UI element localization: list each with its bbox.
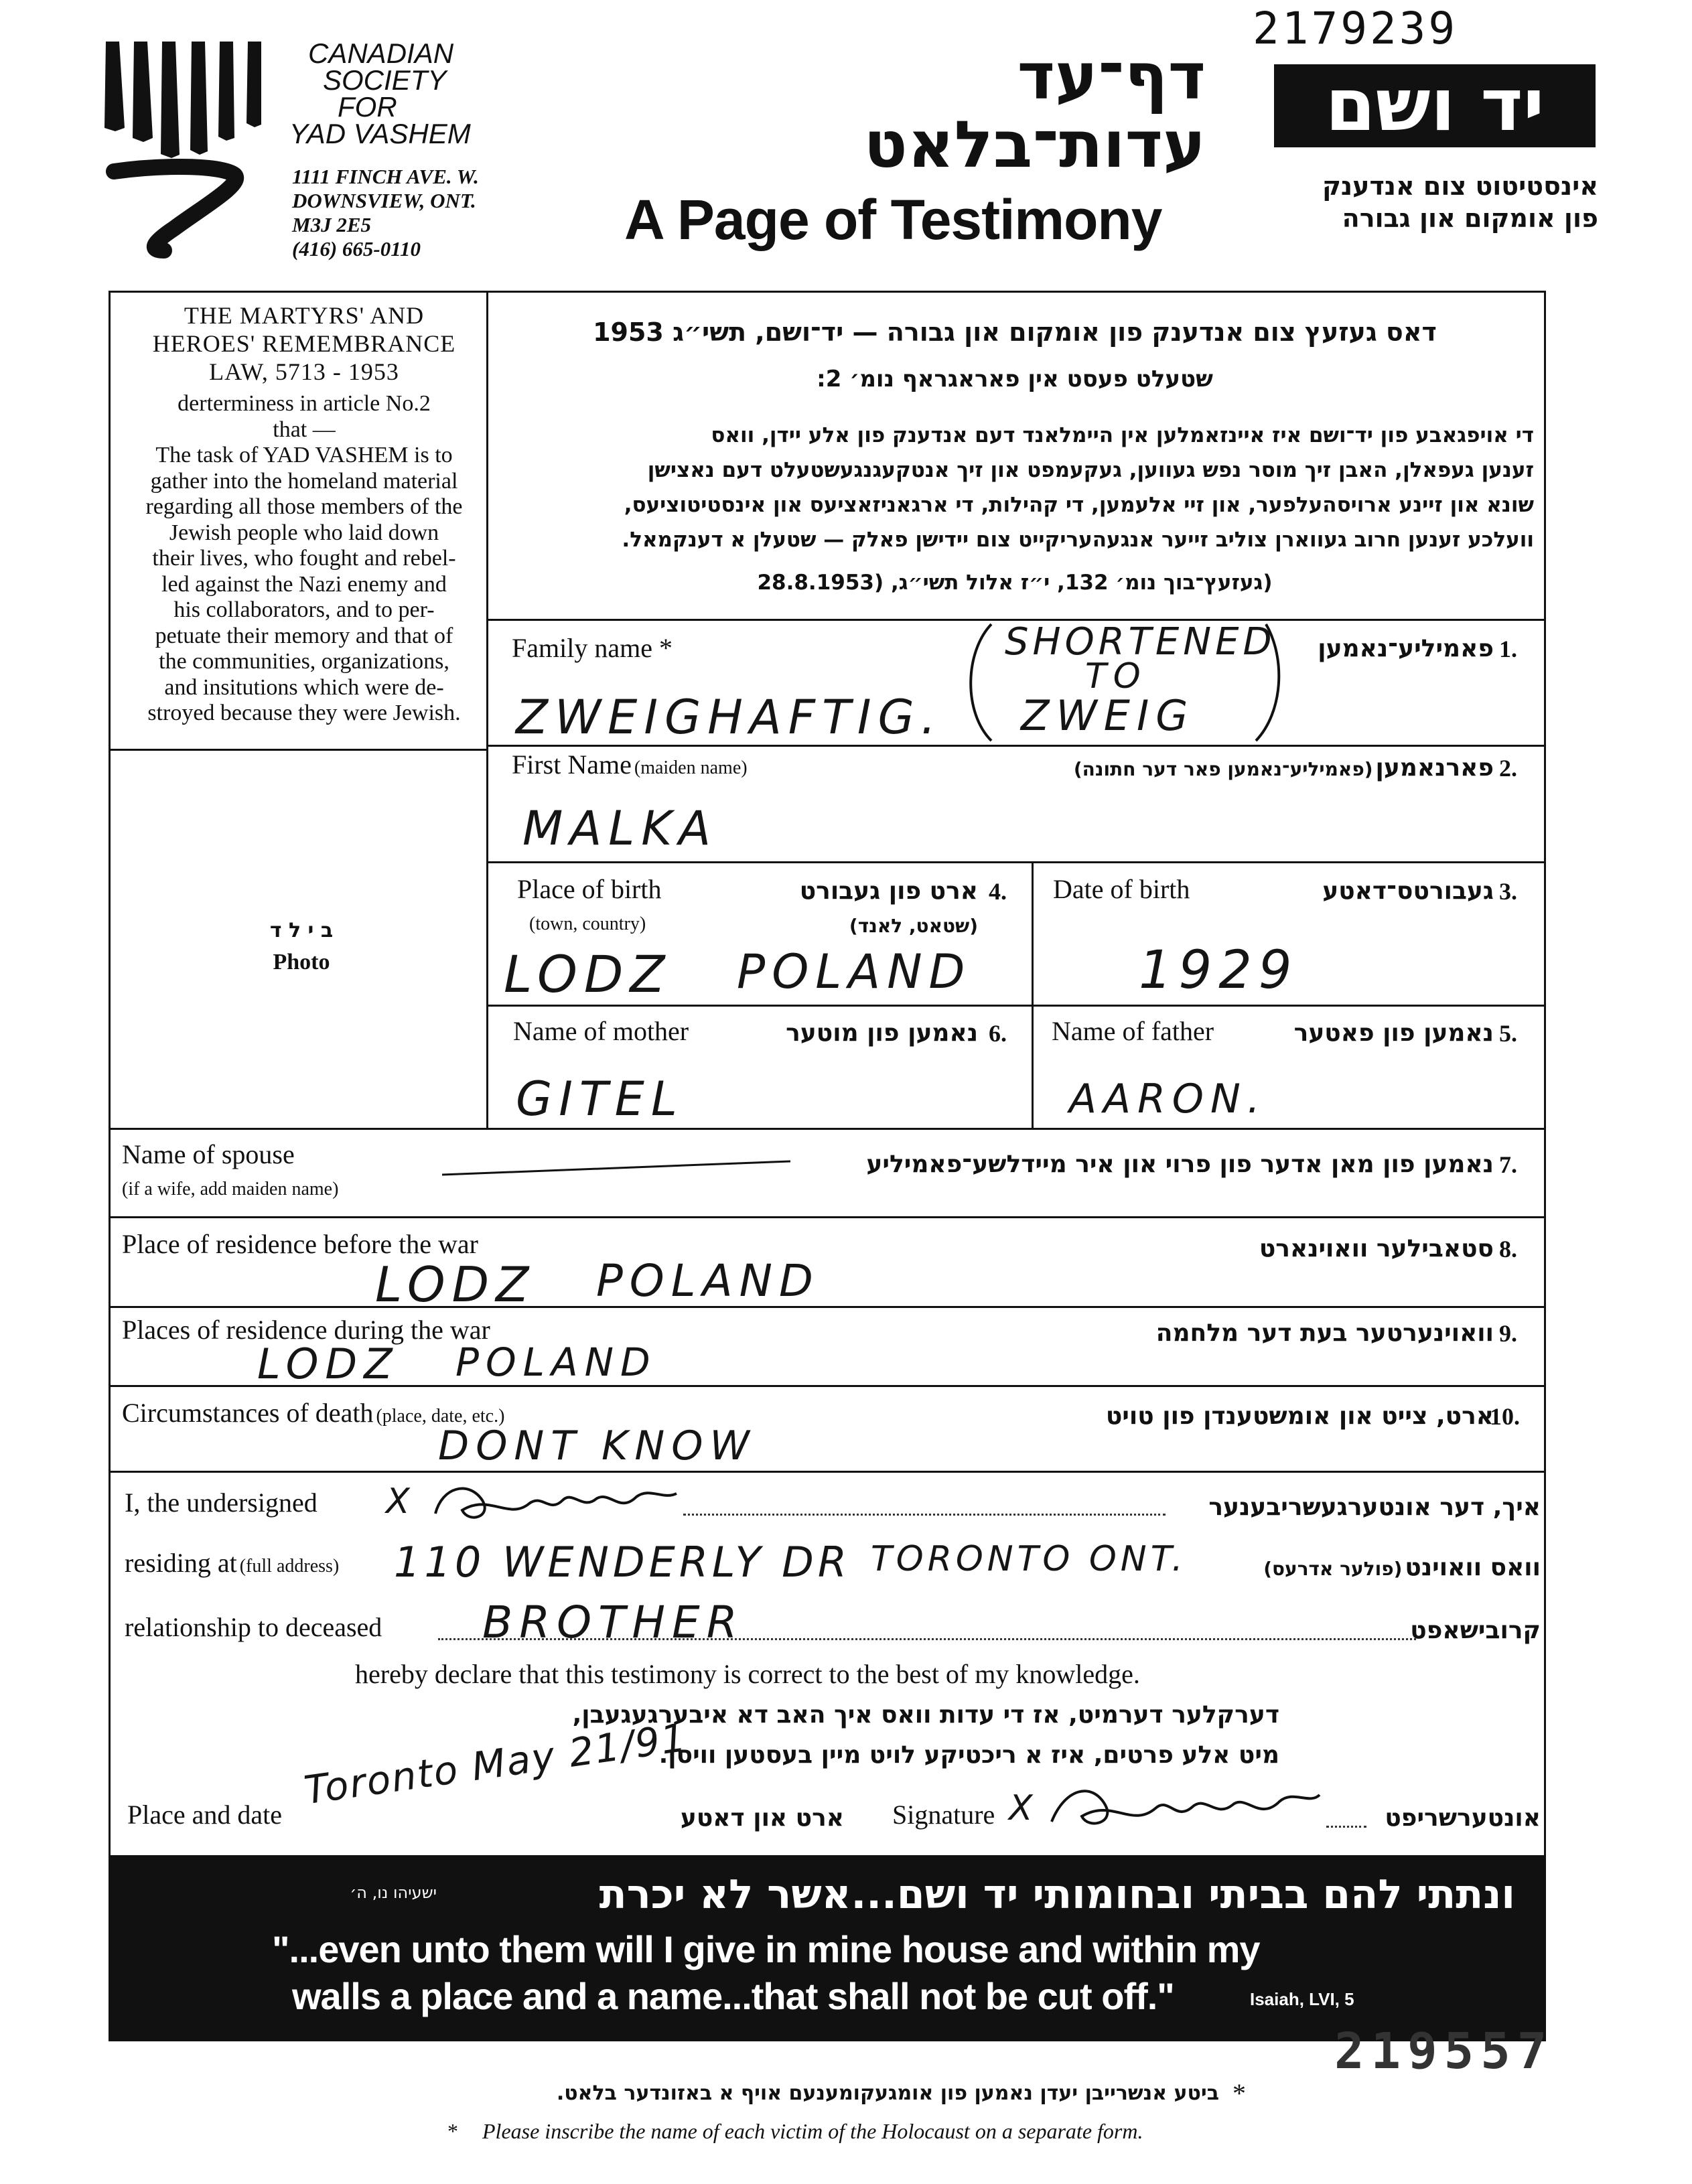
first-name-label	[512, 749, 748, 780]
spouse-label: Name of spouse	[122, 1139, 295, 1169]
society-address	[292, 165, 479, 261]
law-box-bottom	[109, 749, 486, 751]
form-top-border	[109, 291, 1546, 293]
law-line: gather into the homeland material	[150, 468, 458, 494]
signature-label: Signature	[892, 1800, 995, 1830]
first-name-label-sub: (maiden name)	[634, 757, 748, 778]
footer-star-2: *	[447, 2119, 458, 2143]
circumstances-label-yiddish: ארט, צייט און אומשטענדן פון טויט	[1105, 1402, 1494, 1430]
yad-vashem-sub-2: פון אומקום און גבורה	[1342, 204, 1598, 233]
spouse-label-yiddish: נאמען פון מאן אדער פון פרוי און איר מיידלשע־פאמיליע	[866, 1151, 1494, 1178]
row-10-bottom	[109, 1471, 1546, 1473]
date-of-birth-label: Date of birth	[1053, 874, 1190, 904]
relationship-label: relationship to deceased	[125, 1612, 382, 1642]
undersigned-label: I, the undersigned	[125, 1487, 318, 1518]
place-date-value[interactable]: Toronto May 21/91	[301, 1714, 690, 1814]
first-name-yi-sub: (פאמיליע־נאמען פאר דער חתונה)	[1073, 758, 1373, 780]
society-name	[289, 40, 471, 147]
law-line: Jewish people who laid down	[169, 520, 439, 545]
society-name-line: YAD VASHEM	[289, 118, 471, 149]
row-3-bottom	[486, 1005, 1546, 1007]
yad-vashem-logo-text: יד ושם	[1325, 64, 1545, 147]
law-line: derterminess in article No.2	[178, 391, 431, 416]
family-name-label: Family name *	[512, 633, 673, 663]
residence-before-town[interactable]: LODZ	[375, 1256, 536, 1313]
society-name-line: FOR	[338, 91, 397, 123]
residing-label-sub: (full address)	[239, 1556, 340, 1577]
residence-during-town[interactable]: LODZ	[257, 1339, 399, 1388]
row-5-bottom	[109, 1128, 1546, 1130]
photo-label-yiddish: ב י ל ד	[269, 919, 334, 942]
field-number: 1.	[1499, 636, 1517, 662]
place-of-birth-town[interactable]: LODZ	[504, 944, 672, 1004]
yad-vashem-sub-1: אינסטיטוט צום אנדענק	[1322, 171, 1598, 201]
spouse-label-sub: (if a wife, add maiden name)	[122, 1179, 339, 1199]
family-name-value[interactable]: ZWEIGHAFTIG.	[516, 690, 942, 745]
residence-during-label-yiddish: וואוינערטער בעת דער מלחמה	[1155, 1319, 1494, 1347]
place-of-birth-label-yiddish: ארט פון געבורט	[799, 877, 978, 905]
yiddish-law-subtitle: שטעלט פעסט אין פאראגראף נומ׳ 2:	[817, 366, 1213, 392]
shortened-note-1: SHORTENED	[1005, 620, 1276, 664]
father-value[interactable]: AARON.	[1069, 1076, 1267, 1122]
yiddish-law-line: זענען געפאלן, האבן זיך מוסר נפש געווען, געקעמפט און זיך אנטקעגנגעשטעלט דעם נאצישן	[647, 458, 1534, 482]
form-right-border	[1544, 291, 1546, 1857]
law-line: The task of YAD VASHEM is to	[155, 443, 453, 467]
spouse-blank-line[interactable]	[442, 1155, 790, 1181]
yiddish-law-title: דאס געזעץ צום אנדענק פון אומקום און גבורה — יד־ושם, תשי״ג 1953	[593, 317, 1437, 347]
address-line: M3J 2E5	[292, 213, 371, 236]
yiddish-law-body	[509, 418, 1534, 557]
signature-label-yiddish: אונטערשריפט	[1385, 1804, 1541, 1832]
residence-during-label: Places of residence during the war	[122, 1315, 490, 1345]
yad-vashem-logo	[1274, 64, 1596, 147]
residence-before-country[interactable]: POLAND	[596, 1255, 820, 1307]
residing-label-yiddish	[1206, 1554, 1541, 1581]
address-line: (416) 665-0110	[292, 237, 421, 261]
banner-english-ref: Isaiah, LVI, 5	[1250, 1989, 1354, 2009]
first-name-label-yiddish	[871, 754, 1494, 782]
law-line: led against the Nazi enemy and	[161, 571, 447, 597]
serial-number-top: 2179239	[1253, 3, 1458, 54]
residence-before-label-yiddish: סטאבילער וואוינארט	[1259, 1235, 1494, 1262]
law-line: regarding all those members of the	[145, 494, 463, 519]
date-of-birth-label-yiddish: געבורטס־דאטע	[1322, 877, 1494, 905]
place-date-label-yiddish: ארט און דאטע	[680, 1804, 844, 1832]
place-of-birth-country[interactable]: POLAND	[737, 944, 972, 999]
row-3-divider	[1032, 861, 1034, 1129]
law-heading: THE MARTYRS' AND HEROES' REMEMBRANCE LAW, 5713 - 1953	[152, 302, 456, 385]
father-label: Name of father	[1052, 1016, 1214, 1046]
yiddish-law-citation: (געזעץ־בוך נומ׳ 132, י״ז אלול תשי״ג, (28.8.1953	[757, 571, 1273, 595]
row-2-bottom	[486, 861, 1546, 863]
banner-english-1: "...even unto them will I give in mine house and within my	[272, 1928, 1260, 1970]
law-line: petuate their memory and that of	[155, 623, 453, 648]
law-line: his collaborators, and to per-	[173, 597, 435, 622]
relationship-label-yiddish: קרובישאפט	[1410, 1617, 1541, 1644]
circumstances-label-text: Circumstances of death	[122, 1398, 374, 1428]
law-line: the communities, organizations,	[159, 649, 449, 674]
shortened-note-2: TO	[1085, 656, 1147, 697]
residence-during-country[interactable]: POLAND	[455, 1339, 657, 1385]
circumstances-value[interactable]: DONT KNOW	[438, 1423, 756, 1469]
field-number: 9.	[1499, 1320, 1517, 1347]
first-name-value[interactable]: MALKA	[522, 801, 718, 856]
field-number: 7.	[1499, 1151, 1517, 1178]
address-line: DOWNSVIEW, ONT.	[292, 189, 476, 212]
field-number: 4.	[989, 878, 1007, 905]
field-number: 6.	[989, 1020, 1007, 1047]
footer-star: *	[1232, 2078, 1246, 2108]
law-column-divider	[486, 291, 488, 1128]
address-line: 1111 FINCH AVE. W.	[292, 165, 479, 188]
mother-value[interactable]: GITEL	[516, 1072, 684, 1126]
form-left-border	[109, 291, 111, 1857]
mother-label-yiddish: נאמען פון מוטער	[786, 1019, 978, 1047]
yiddish-law-line: שונא און זיינע ארויסהעלפער, און זיי אלעמען, די קהילות, די ארגאניזאציעס און אינסטיטוציעס,	[624, 493, 1534, 517]
place-of-birth-sub: (town, country)	[529, 914, 646, 934]
law-body	[133, 391, 476, 727]
undersigned-dotted-line	[683, 1514, 1166, 1516]
signature-icon[interactable]	[1045, 1775, 1326, 1835]
footer-english: Please inscribe the name of each victim of the Holocaust on a separate form.	[482, 2119, 1143, 2143]
residing-label	[125, 1547, 339, 1579]
law-line: their lives, who fought and rebel-	[152, 546, 456, 571]
field-number: 5.	[1499, 1020, 1517, 1047]
address-street-value[interactable]: 110 WENDERLY DR	[394, 1538, 851, 1587]
undersigned-signature-icon[interactable]	[429, 1473, 683, 1527]
yiddish-law-line: די אויפגאבע פון יד־ושם איז איינזאמלען אין היימלאנד דעם אנדענק פון אלע יידן, וואס	[711, 423, 1534, 447]
first-name-label-text: First Name	[512, 749, 632, 780]
title-yiddish-1: דף־עד	[1017, 39, 1206, 114]
residing-yi-sub: (פולער אדרעס)	[1263, 1558, 1403, 1580]
field-number: 8.	[1499, 1236, 1517, 1262]
signature-dotted-line	[1326, 1826, 1366, 1828]
circumstances-label-sub: (place, date, etc.)	[376, 1406, 505, 1427]
address-city-value[interactable]: TORONTO ONT.	[871, 1539, 1187, 1579]
yiddish-law-line: וועלכע זענען חרוב געווארן צוליב זייער אנגעהעריקייט צום יידישן פאלק — שטעלן א דענקמאל.	[622, 528, 1534, 552]
verse-banner	[109, 1857, 1546, 2041]
row-7-bottom	[109, 1216, 1546, 1218]
title-yiddish-2: עדות־בלאט	[863, 107, 1206, 182]
mother-label: Name of mother	[513, 1016, 689, 1046]
banner-hebrew-ref: ישעיהו נו, ה׳	[350, 1883, 437, 1902]
row-8-bottom	[109, 1306, 1546, 1308]
declaration-yiddish-2: מיט אלע פרטים, איז א ריכטיקע לויט מיין בעסטען וויסן.	[658, 1741, 1279, 1769]
banner-english-2: walls a place and a name...that shall not be cut off."	[292, 1975, 1174, 2017]
society-name-line: SOCIETY	[323, 64, 447, 96]
field-number: 2.	[1499, 755, 1517, 782]
residing-yi: וואס וואוינט	[1405, 1554, 1541, 1581]
field-number: 3.	[1499, 878, 1517, 905]
date-of-birth-value[interactable]: 1929	[1139, 940, 1299, 1001]
law-line: stroyed because they were Jewish.	[147, 701, 461, 725]
father-label-yiddish: נאמען פון פאטער	[1293, 1019, 1494, 1047]
shortened-note-3: ZWEIG	[1021, 691, 1195, 740]
undersigned-mark: X	[386, 1481, 417, 1522]
place-date-label: Place and date	[127, 1800, 282, 1830]
society-name-line: CANADIAN	[308, 38, 454, 69]
banner-hebrew: ונתתי להם בביתי ובחומותי יד ושם...אשר לא יכרת	[599, 1871, 1515, 1918]
first-name-yi: פארנאמען	[1375, 754, 1494, 782]
undersigned-label-yiddish: איך, דער אונטערגעשריבענער	[1208, 1494, 1541, 1521]
signature-mark: X	[1009, 1788, 1040, 1828]
serial-number-bottom: 219557	[1334, 2023, 1554, 2080]
menorah-logo-icon	[100, 38, 285, 259]
law-line: that —	[273, 417, 336, 442]
declaration-statement: hereby declare that this testimony is correct to the best of my knowledge.	[355, 1659, 1140, 1689]
relationship-value[interactable]: BROTHER	[482, 1597, 744, 1648]
footer-yiddish: ביטע אנשרייבן יעדן נאמען פון אומגעקומענעם אויף א באזונדער בלאט.	[556, 2082, 1219, 2105]
residence-before-label: Place of residence before the war	[122, 1229, 478, 1259]
declaration-yiddish-1: דערקלער דערמיט, אז די עדות וואס איך האב דא איבערגעגעבן,	[572, 1701, 1279, 1729]
law-line: and insitutions which were de-	[164, 674, 444, 700]
family-name-label-yiddish: פאמיליע־נאמען	[1318, 635, 1494, 662]
residing-label-text: residing at	[125, 1548, 237, 1578]
field-number: 10.	[1490, 1403, 1520, 1430]
place-of-birth-label: Place of birth	[517, 874, 662, 904]
page-title: A Page of Testimony	[624, 188, 1162, 251]
photo-label: Photo	[273, 950, 330, 974]
place-of-birth-sub-yiddish: (שטאט, לאנד)	[849, 915, 978, 937]
